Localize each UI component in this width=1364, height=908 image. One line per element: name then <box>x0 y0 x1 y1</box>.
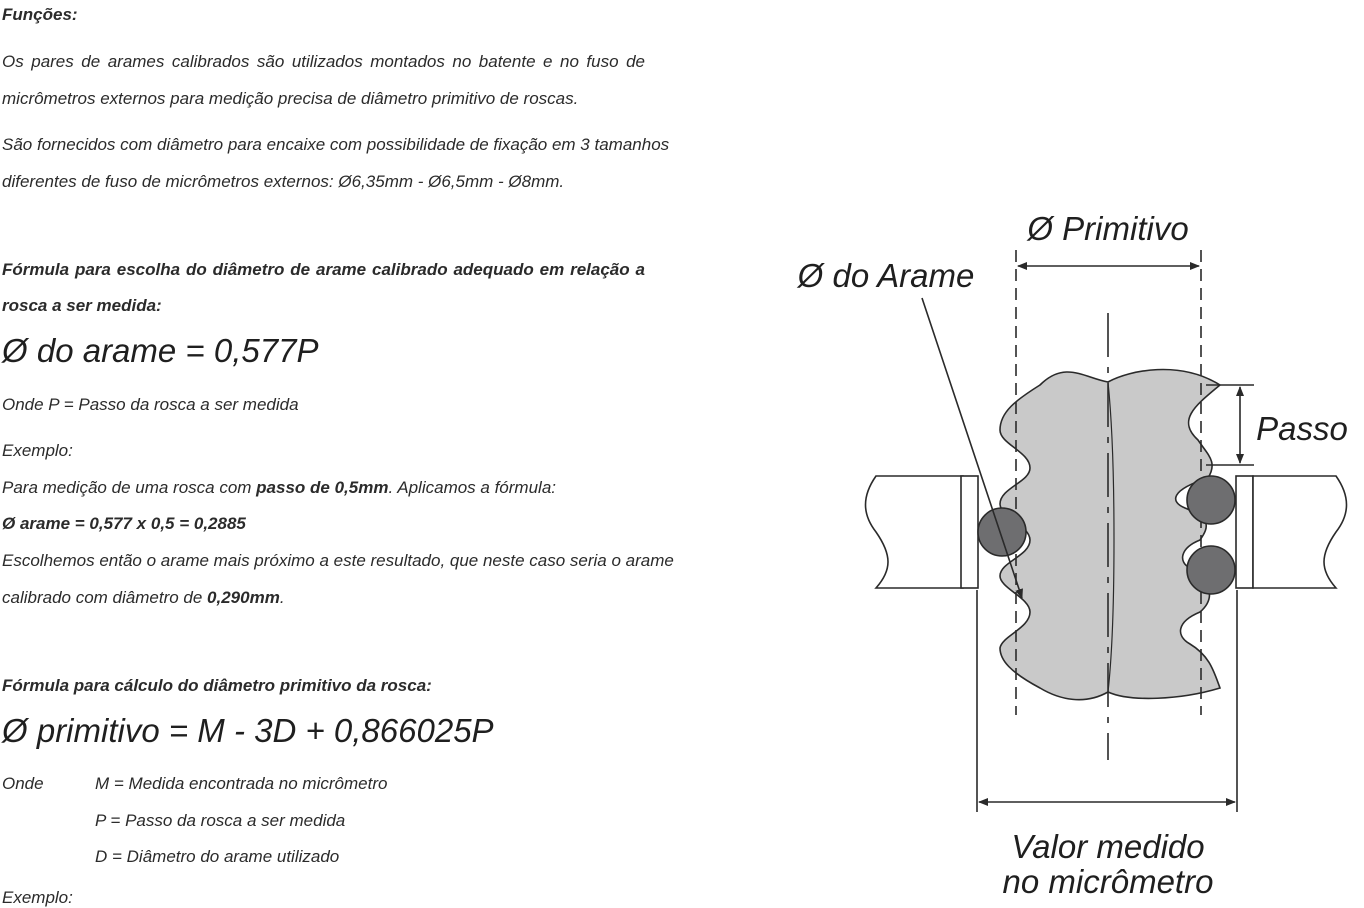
example-calculation: Ø arame = 0,577 x 0,5 = 0,2885 <box>2 514 246 533</box>
right-wire-top <box>1187 476 1235 524</box>
conclusion-wire-value: 0,290mm <box>207 588 280 607</box>
functions-paragraph-1-line-1: Os pares de arames calibrados são utilizados montados no batente e no fuso de <box>2 52 645 71</box>
functions-paragraph-2-line-1: São fornecidos com diâmetro para encaixe com possibilidade de fixação em 3 tamanhos <box>2 135 670 154</box>
conclusion-text-after: . <box>279 588 285 607</box>
wire-leader-line <box>922 298 1022 598</box>
formula-2-next-example-label: Exemplo: <box>2 888 73 907</box>
formula-1-where: Onde P = Passo da rosca a ser medida <box>2 395 299 414</box>
example-text-after: . Aplicamos a fórmula: <box>388 478 556 497</box>
right-wire-bottom <box>1187 546 1235 594</box>
conclusion-line-2 <box>2 588 285 608</box>
conclusion-text-before: calibrado com diâmetro de <box>2 588 208 607</box>
conclusion-line-1: Escolhemos então o arame mais próximo a este resultado, que neste caso seria o arame <box>2 551 674 570</box>
label-pitch: Passo <box>1256 410 1348 447</box>
label-measured-value-line-1: Valor medido <box>1011 828 1205 865</box>
reference-lines <box>1016 250 1201 760</box>
functions-title: Funções: <box>2 5 78 24</box>
threaded-rod <box>1000 370 1220 700</box>
definition-d: D = Diâmetro do arame utilizado <box>95 847 340 866</box>
formula-1-heading-line-2: rosca a ser medida: <box>2 296 162 315</box>
label-wire-diameter: Ø do Arame <box>797 257 975 294</box>
formula-1-heading-line-1: Fórmula para escolha do diâmetro de arame calibrado adequado em relação a <box>2 260 645 279</box>
primitive-diameter-formula: Ø primitivo = M - 3D + 0,866025P <box>2 712 494 749</box>
label-measured-value-line-2: no micrômetro <box>1002 863 1214 898</box>
example-text <box>2 478 556 498</box>
left-anvil <box>866 476 979 588</box>
example-text-before: Para medição de uma rosca com <box>2 478 257 497</box>
label-primitive-diameter: Ø Primitivo <box>1027 210 1189 247</box>
rod-center-hidden-curve <box>1108 382 1114 692</box>
measured-dimension <box>977 590 1237 812</box>
wire-diameter-formula: Ø do arame = 0,577P <box>2 332 319 369</box>
example-pitch-value: passo de 0,5mm <box>256 478 389 497</box>
formula-2-heading: Fórmula para cálculo do diâmetro primitivo da rosca: <box>2 676 432 695</box>
right-spindle <box>1236 476 1347 588</box>
definition-m: M = Medida encontrada no micrômetro <box>95 774 388 793</box>
left-wire <box>978 508 1026 556</box>
example-label: Exemplo: <box>2 441 73 460</box>
formula-2-where-label: Onde <box>2 774 44 793</box>
definition-p: P = Passo da rosca a ser medida <box>95 811 346 830</box>
pitch-dimension <box>1206 385 1254 465</box>
functions-paragraph-1-line-2: micrômetros externos para medição precisa de diâmetro primitivo de roscas. <box>2 89 579 108</box>
functions-paragraph-2-line-2: diferentes de fuso de micrômetros externos: Ø6,35mm - Ø6,5mm - Ø8mm. <box>2 172 565 191</box>
measuring-wires <box>978 476 1235 594</box>
